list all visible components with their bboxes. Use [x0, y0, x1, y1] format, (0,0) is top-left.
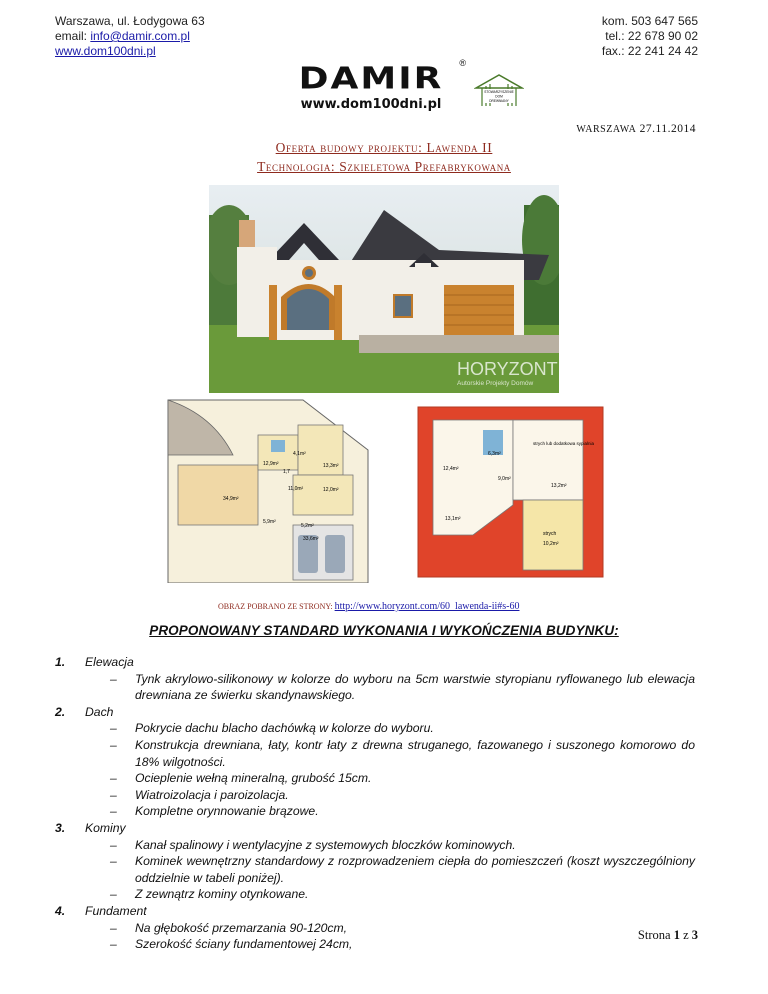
- section-roof: [55, 704, 695, 820]
- list-item: – Szerokość ściany fundamentowej 24cm,: [110, 937, 353, 952]
- list-item-text: Kominek wewnętrzny standardowy z rozprowadzeniem ciepła do pomieszczeń (koszt wyszczególniony oddzielnie w tabeli poniżej).: [135, 854, 695, 885]
- room-area: 12,9m²: [263, 461, 279, 467]
- fax: fax.: 22 241 24 42: [601, 44, 698, 58]
- date-value: 27.11.2014: [639, 123, 696, 135]
- list-item-text: Kanał spalinowy i wentylacyjne z systemowych bloczków kominowych.: [135, 837, 516, 852]
- room-area: 12,4m²: [443, 466, 459, 472]
- technology-prefix: Technologia:: [257, 159, 340, 174]
- list-item: – Pokrycie dachu blacho dachówką w kolorze do wyboru.: [110, 721, 434, 736]
- section-number: 4.: [55, 903, 66, 918]
- section-title: Dach: [85, 704, 114, 719]
- offer-title: [0, 140, 768, 156]
- section-foundation: [55, 903, 695, 953]
- list-item-text: Wiatroizolacja i paroizolacja.: [135, 787, 289, 802]
- room-area: 5,9m²: [263, 519, 276, 525]
- current-page: 1: [673, 928, 680, 942]
- section-number: 2.: [55, 704, 66, 719]
- logo-url: www.dom100dni.pl: [300, 97, 442, 112]
- list-item: – Kominek wewnętrzny standardowy z rozprowadzeniem ciepła do pomieszczeń (koszt wyszczególniony oddzielnie w tabeli poniżej).: [110, 854, 695, 885]
- page-of: z: [683, 928, 689, 942]
- list-item: – Konstrukcja drewniana, łaty, kontr łaty z drewna struganego, fazowanego i suszonego komorowo do 18% wilgotności.: [110, 737, 695, 769]
- room-area: 6,3m²: [488, 451, 501, 457]
- technology-title: [0, 159, 768, 175]
- telephone: tel.: 22 678 90 02: [605, 29, 698, 43]
- room-label: strych: [543, 531, 557, 537]
- room-area: 33,6m²: [303, 536, 319, 542]
- room-label: strych lub dodatkowa sypialnia: [533, 441, 595, 446]
- page-label: Strona: [637, 928, 671, 942]
- section-heading: PROPONOWANY STANDARD WYKONANIA I WYKOŃCZENIA BUDYNKU:: [149, 623, 619, 638]
- list-item: – Kompletne orynnowanie brązowe.: [110, 804, 319, 819]
- date-city: WARSZAWA: [576, 124, 637, 135]
- source-link[interactable]: http://www.horyzont.com/60_lawenda-ii#s-60: [334, 601, 520, 612]
- section-title: Elewacja: [85, 655, 134, 669]
- room-area: 12,0m²: [323, 487, 339, 493]
- section-number: 3.: [55, 820, 66, 835]
- room-area: 4,1m²: [293, 451, 306, 457]
- list-item: – Na głębokość przemarzania 90-120cm,: [110, 920, 348, 935]
- list-item-text: Kompletne orynnowanie brązowe.: [135, 804, 319, 819]
- room-area: 13,2m²: [551, 483, 567, 489]
- room-area: 9,0m²: [498, 476, 511, 482]
- room-area: 13,1m²: [445, 516, 461, 522]
- header-contact-left: [55, 14, 205, 59]
- wooden-house-association-badge: [474, 74, 524, 108]
- list-item: – Z zewnątrz kominy otynkowane.: [110, 887, 309, 902]
- room-area: 34,9m²: [223, 496, 239, 502]
- section-title: Fundament: [85, 903, 147, 918]
- total-pages: 3: [691, 928, 698, 942]
- section-number: 1.: [55, 655, 66, 669]
- registered-mark: ®: [459, 58, 466, 68]
- floor-plans: [153, 395, 613, 583]
- section-facade: [55, 654, 695, 704]
- house-photo: [209, 185, 559, 393]
- source-label: OBRAZ POBRANO ZE STRONY:: [218, 602, 335, 611]
- list-item: – Kanał spalinowy i wentylacyjne z systemowych bloczków kominowych.: [110, 837, 516, 852]
- email-line: [55, 29, 205, 44]
- section-title: Kominy: [85, 820, 126, 835]
- technology-name: Szkieletowa Prefabrykowana: [339, 159, 511, 174]
- mobile-phone: kom. 503 647 565: [601, 14, 698, 28]
- image-source-note: [218, 601, 519, 612]
- photo-watermark: HORYZONT: [457, 359, 558, 379]
- header-contact-right: [602, 14, 698, 59]
- list-item-text: Z zewnątrz kominy otynkowane.: [135, 887, 309, 902]
- project-name: Lawenda II: [426, 140, 493, 155]
- badge-text-3: DREWNIANY: [489, 99, 509, 103]
- badge-text-2: DOM: [495, 94, 503, 99]
- list-item-text: Pokrycie dachu blacho dachówką w kolorze do wyboru.: [135, 721, 434, 736]
- room-area: 5,2m²: [301, 523, 314, 529]
- list-item: – Tynk akrylowo-silikonowy w kolorze do wyboru na 5cm warstwie styropianu ryflowanego lub elewacja drewniana ze świerku skandynawskiego.: [110, 671, 695, 703]
- damir-logo: [286, 58, 466, 112]
- email-label: email:: [55, 29, 91, 43]
- website-link[interactable]: www.dom100dni.pl: [55, 44, 156, 58]
- room-area: 1,7: [283, 469, 290, 475]
- list-item: – Ocieplenie wełną mineralną, grubość 15cm.: [110, 771, 372, 786]
- page-number: [638, 928, 698, 943]
- photo-watermark-subtitle: Autorskie Projekty Domów: [457, 380, 534, 387]
- logo-brand: DAMIR: [298, 61, 444, 96]
- email-link[interactable]: info@damir.com.pl: [90, 29, 190, 43]
- attic-floor-plan: [418, 407, 603, 577]
- document-date: [576, 123, 696, 135]
- offer-title-prefix: Oferta budowy projektu:: [275, 140, 427, 155]
- list-item-text: Konstrukcja drewniana, łaty, kontr łaty z drewna struganego, fazowanego i suszonego komorowo do 18% wilgotności.: [135, 737, 695, 769]
- room-area: 10,2m²: [543, 541, 559, 547]
- list-item-text: Ocieplenie wełną mineralną, grubość 15cm.: [135, 771, 372, 786]
- list-item-text: Szerokość ściany fundamentowej 24cm,: [135, 937, 353, 952]
- section-chimneys: [55, 820, 695, 903]
- address: Warszawa, ul. Łodygowa 63: [55, 14, 205, 28]
- list-item-text: Tynk akrylowo-silikonowy w kolorze do wyboru na 5cm warstwie styropianu ryflowanego lub elewacja drewniana ze świerku skandynawskiego.: [135, 671, 695, 703]
- list-item: – Wiatroizolacja i paroizolacja.: [110, 787, 289, 802]
- room-area: 13,3m²: [323, 463, 339, 469]
- room-area: 11,0m²: [288, 486, 304, 492]
- standards-list: [55, 654, 695, 953]
- badge-text-1: STOWARZYSZENIE: [484, 90, 514, 94]
- list-item-text: Na głębokość przemarzania 90-120cm,: [135, 920, 348, 935]
- ground-floor-plan: [168, 400, 368, 583]
